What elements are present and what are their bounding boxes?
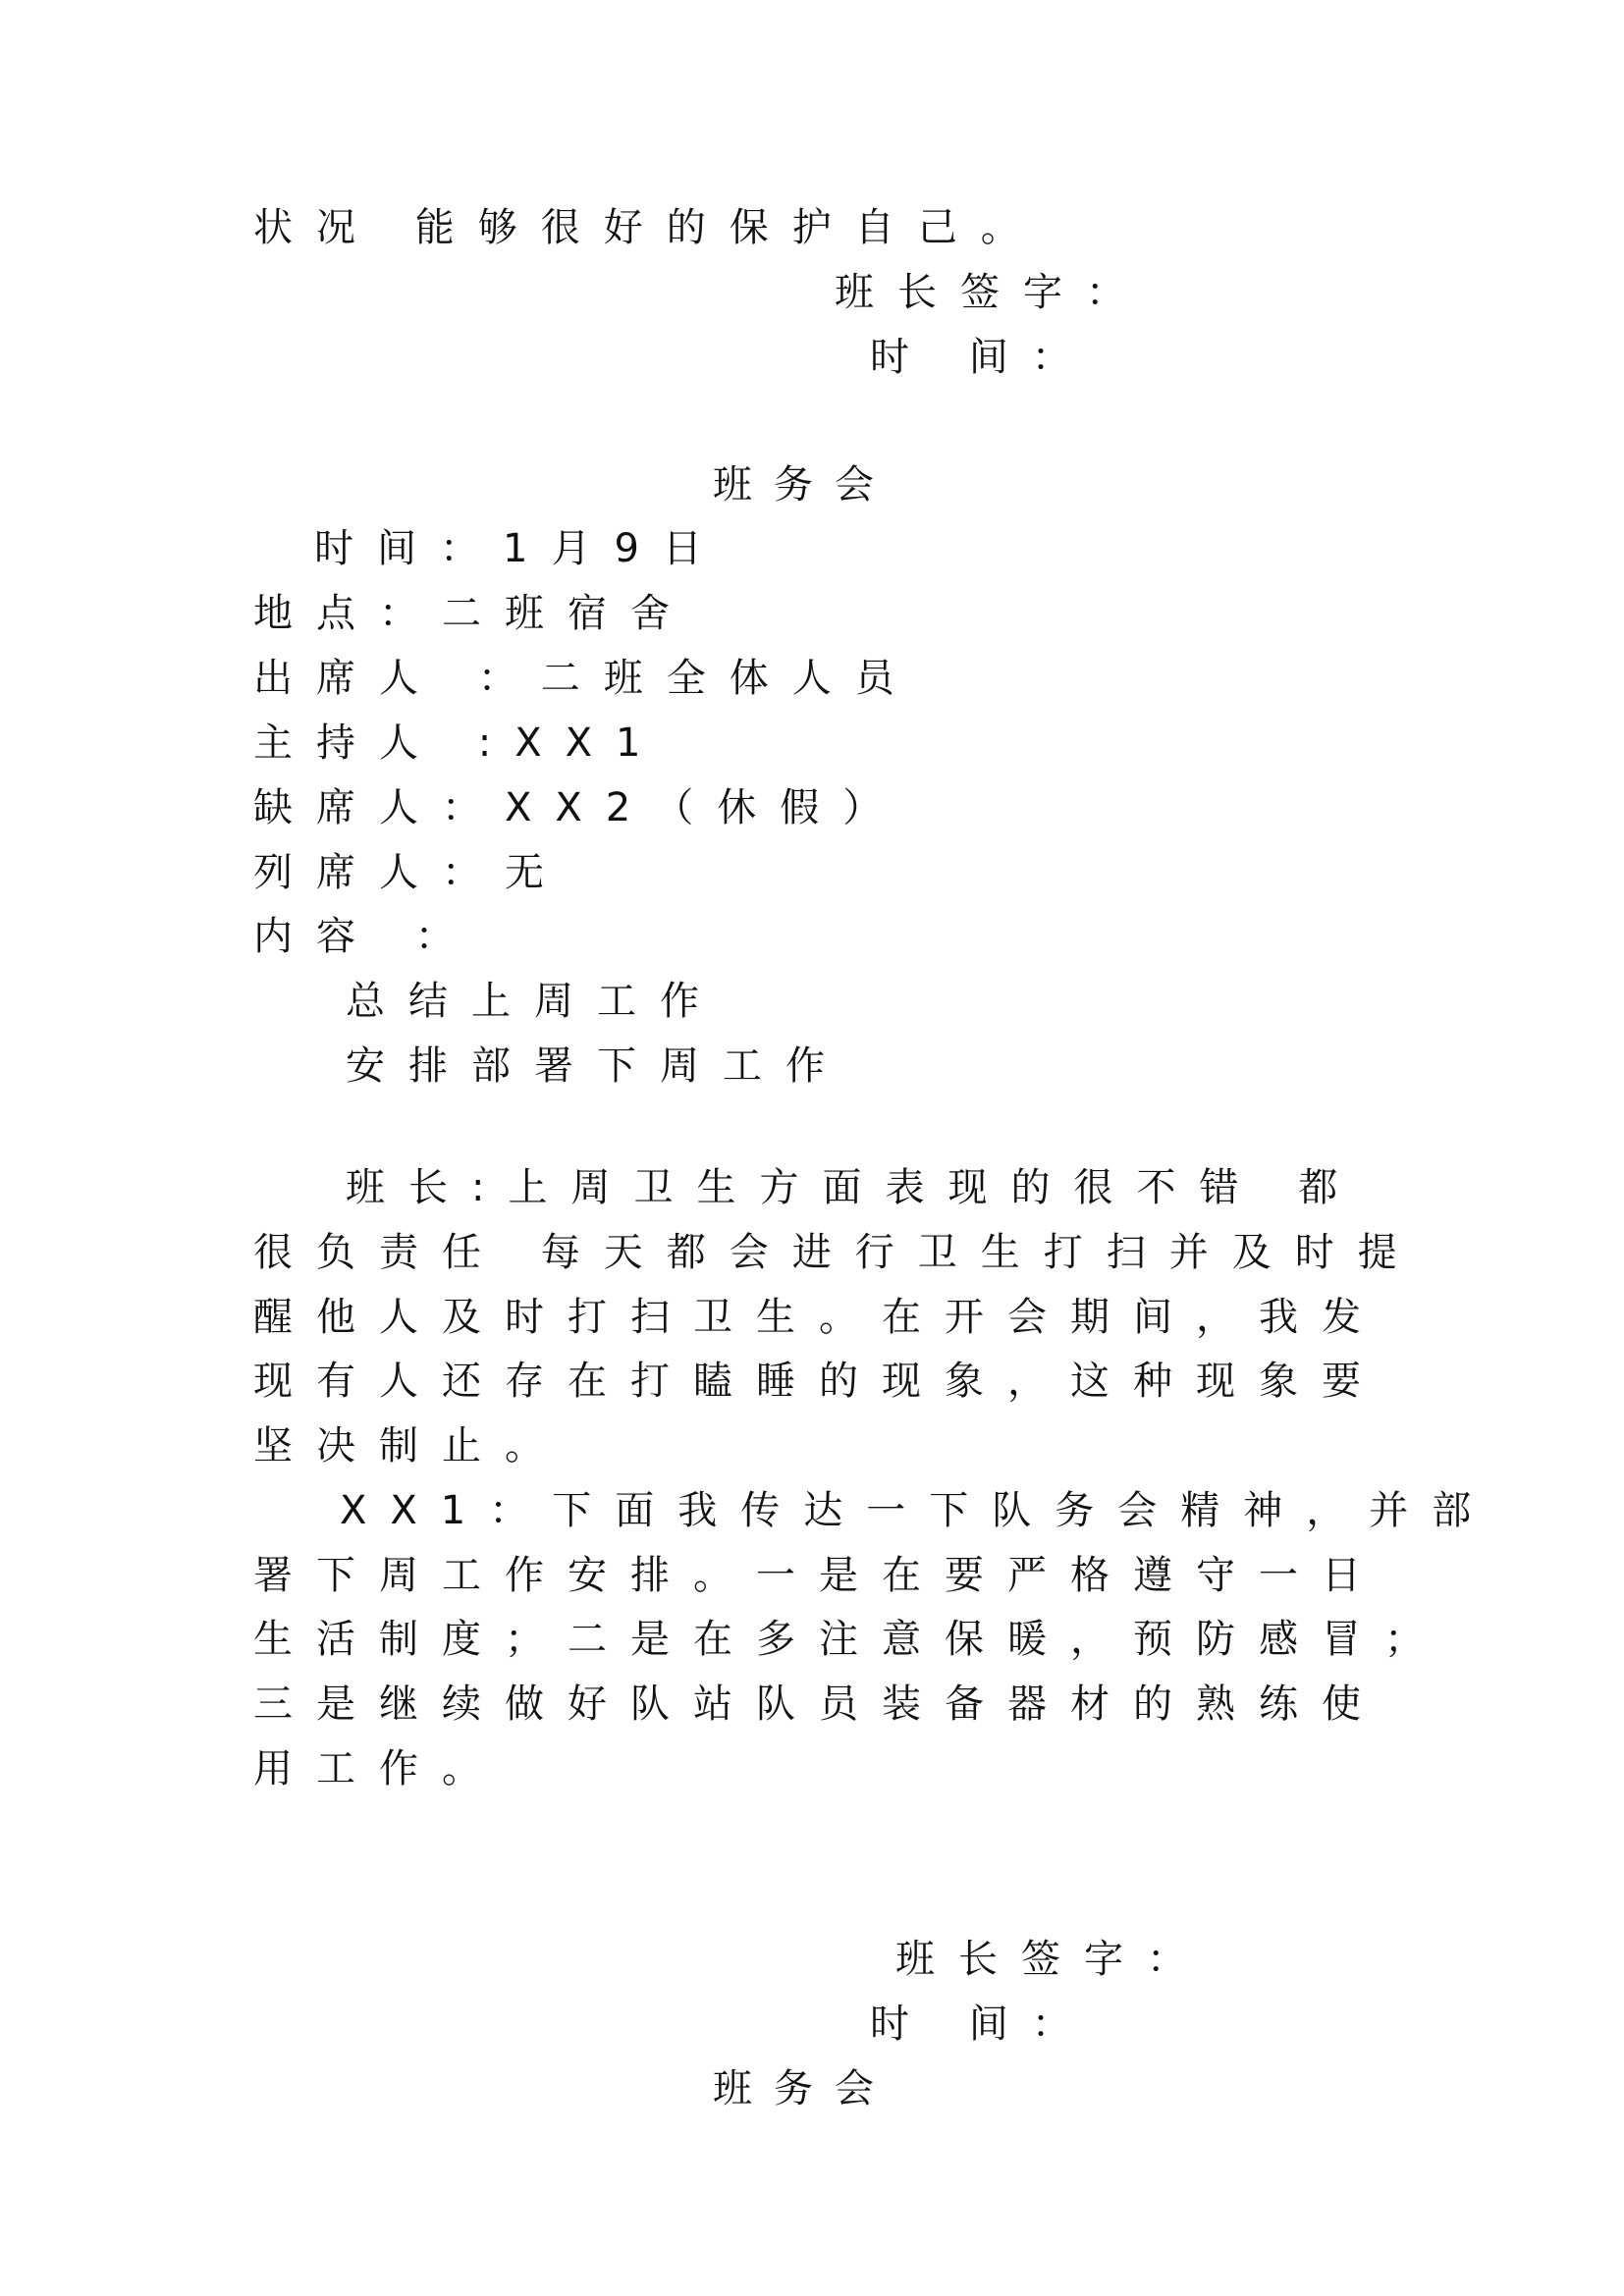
prev-closing-line: 状况 能够很好的保护自己。 <box>253 205 1044 250</box>
meeting-title: 班务会 <box>713 462 895 507</box>
meeting-time: 时间：1月9日 <box>314 526 726 571</box>
prev-time-label: 时 间： <box>870 335 1095 380</box>
body-line: 用工作。 <box>253 1746 505 1791</box>
body-line: 醒他人及时打扫卫生。在开会期间，我发 <box>253 1295 1384 1340</box>
body-line: XX1：下面我传达一下队务会精神，并部 <box>340 1488 1495 1533</box>
body-line: 班长:上周卫生方面表现的很不错 都 <box>346 1165 1362 1210</box>
body-line: 现有人还存在打瞌睡的现象，这种现象要 <box>253 1359 1384 1404</box>
meeting-host: 主持人 :XX1 <box>253 721 665 766</box>
agenda-item: 总结上周工作 <box>346 979 723 1024</box>
meeting-observers: 列席人：无 <box>253 850 568 895</box>
next-meeting-title: 班务会 <box>713 2066 895 2111</box>
body-line: 三是继续做好队站队员装备器材的熟练使 <box>253 1682 1384 1727</box>
prev-signature-label: 班长签字： <box>835 270 1149 315</box>
agenda-item: 安排部署下周工作 <box>346 1043 848 1089</box>
meeting-content-label: 内容 ： <box>253 914 478 959</box>
time-label: 时 间： <box>870 2002 1095 2047</box>
meeting-attendees: 出席人 ：二班全体人员 <box>253 656 918 701</box>
meeting-absent: 缺席人：XX2（休假） <box>253 785 906 830</box>
body-line: 很负责任 每天都会进行卫生打扫并及时提 <box>253 1230 1421 1275</box>
meeting-place: 地点：二班宿舍 <box>253 591 693 636</box>
body-line: 生活制度；二是在多注意保暖，预防感冒； <box>253 1617 1447 1662</box>
signature-label: 班长签字： <box>895 1937 1210 1982</box>
body-line: 坚决制止。 <box>253 1423 568 1468</box>
body-line: 署下周工作安排。一是在要严格遵守一日 <box>253 1553 1384 1598</box>
